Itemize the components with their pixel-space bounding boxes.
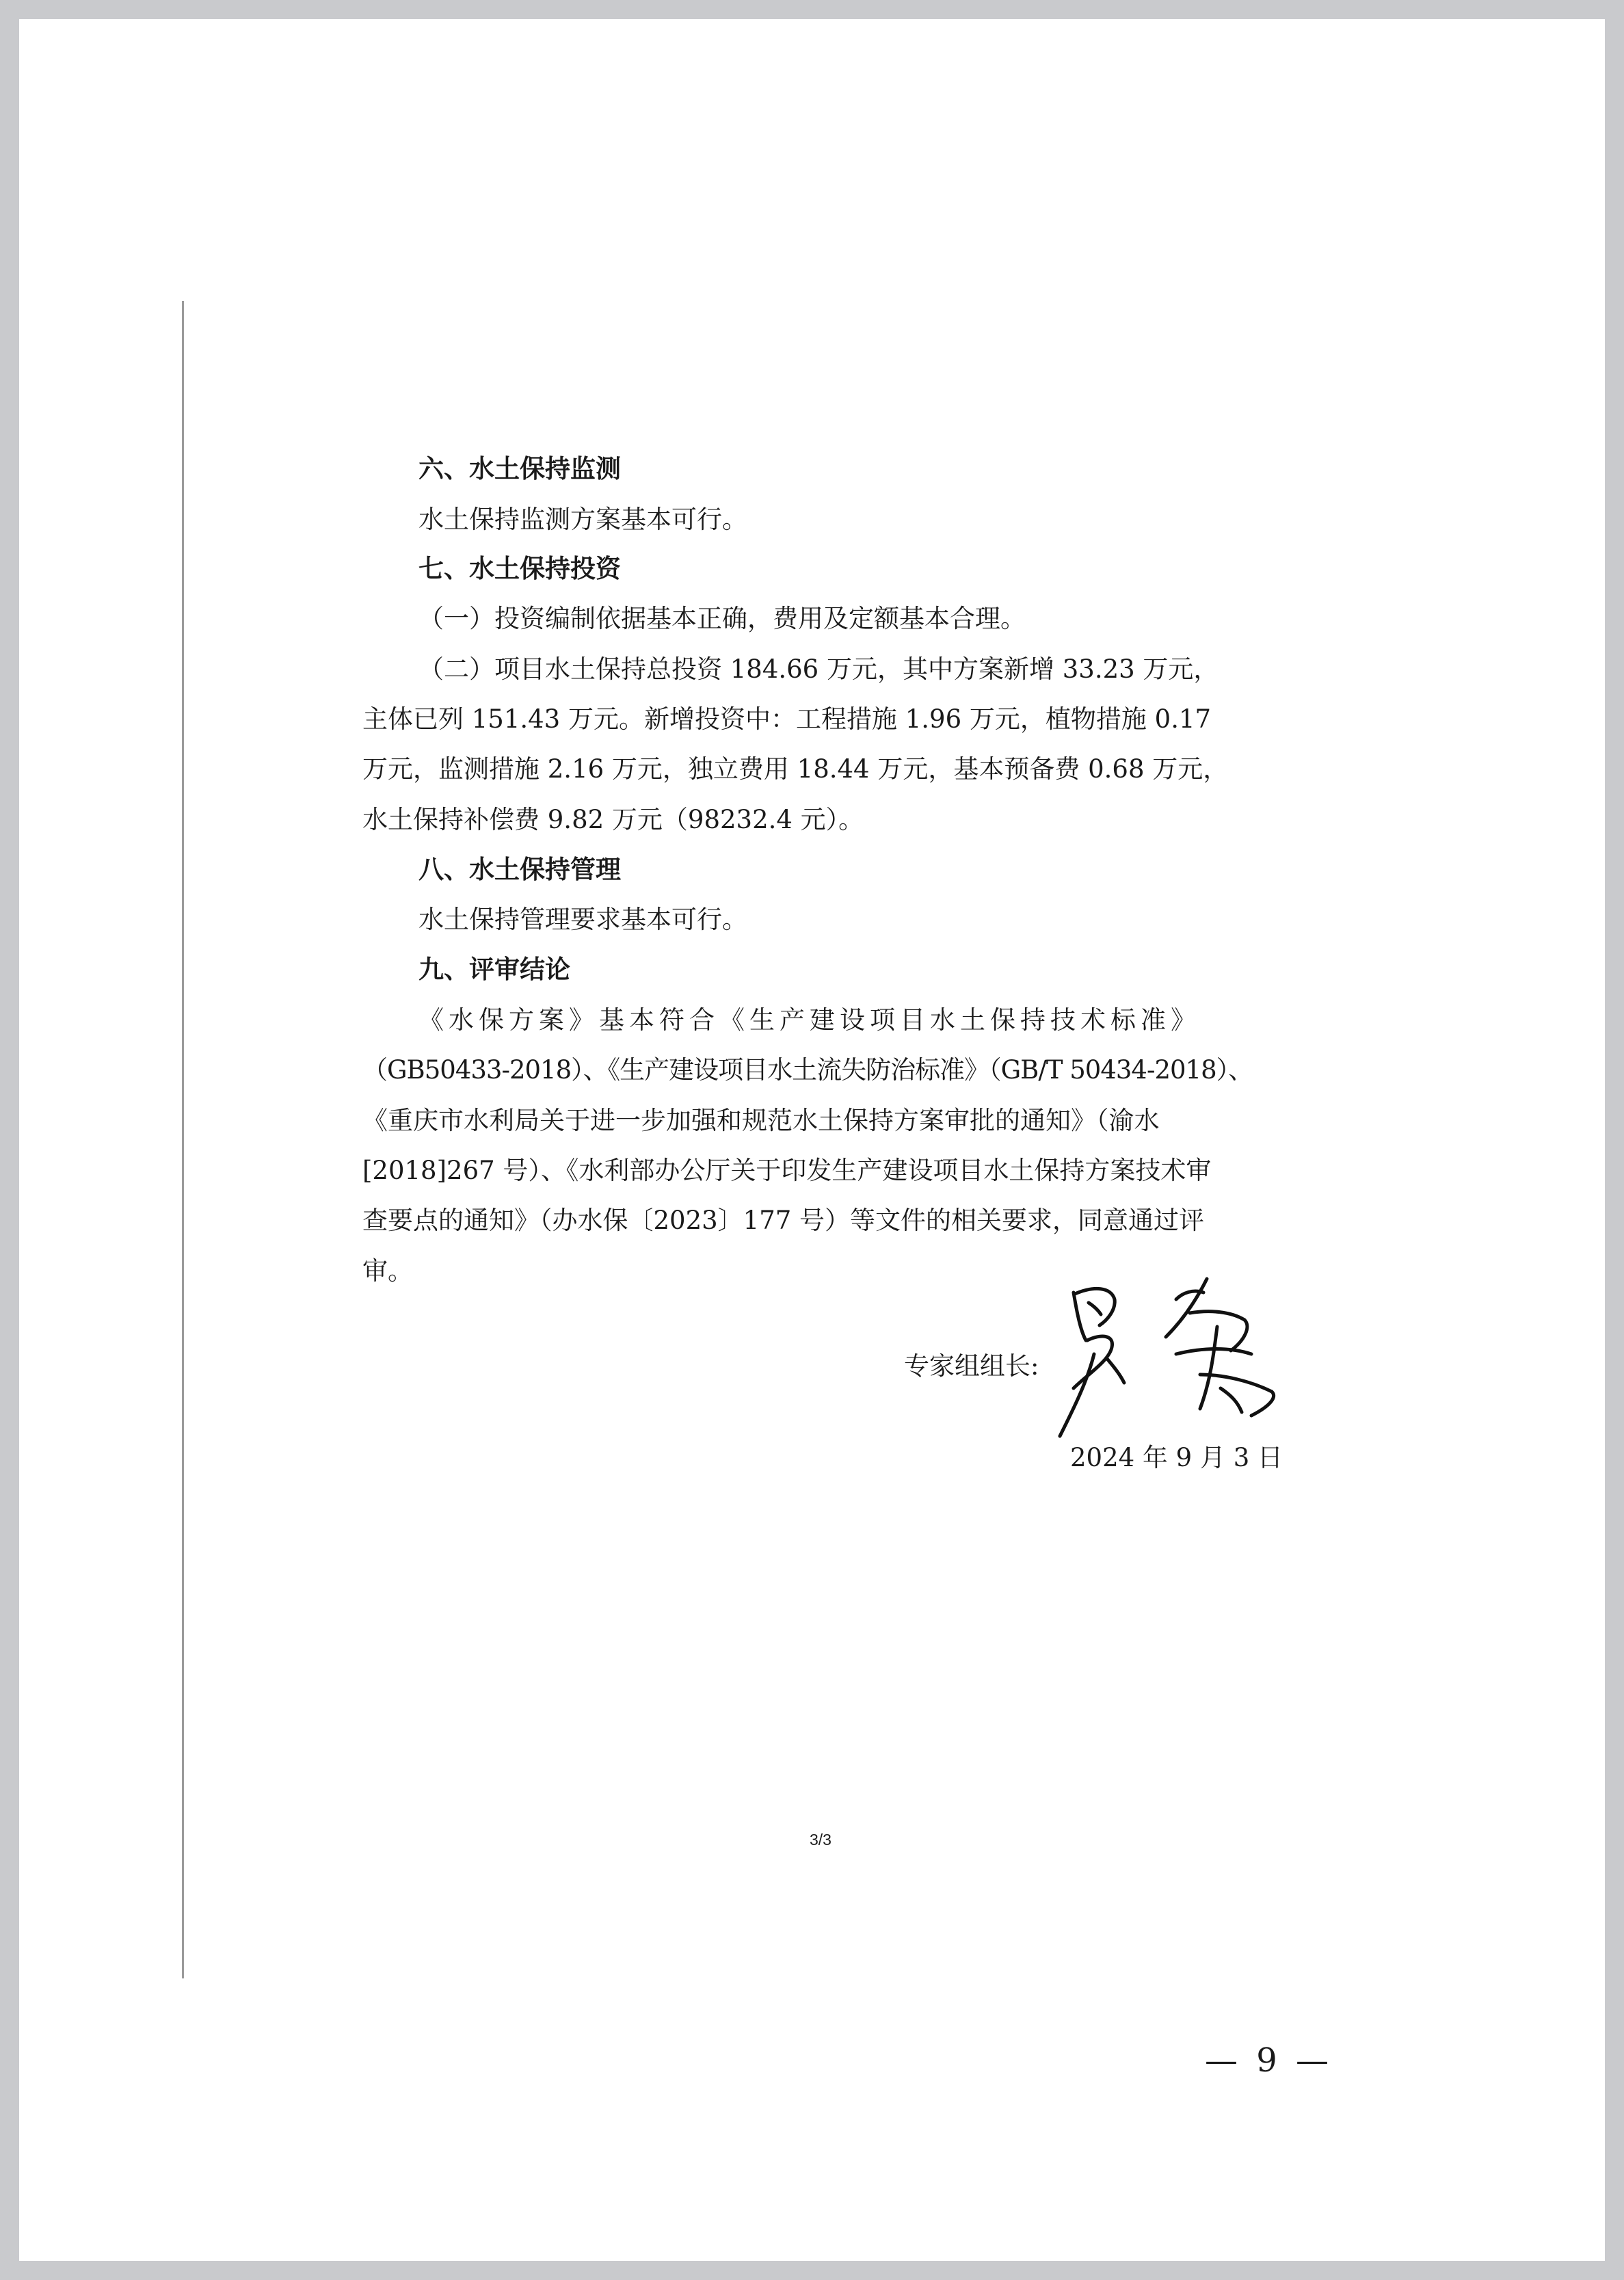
signature-date: 2024 年 9 月 3 日 xyxy=(1070,1443,1283,1472)
section-7-item-2-line-3: 万元，监测措施 2.16 万元，独立费用 18.44 万元，基本预备费 0.68 万元， xyxy=(362,754,1229,784)
section-9-line-5: 查要点的通知》（办水保〔2023〕177 号）等文件的相关要求，同意通过评 xyxy=(362,1206,1205,1235)
section-9-line-1: 《水保方案》基本符合《生产建设项目水土保持技术标准》 xyxy=(418,1005,1201,1035)
section-7-item-2-line-2: 主体已列 151.43 万元。新增投资中：工程措施 1.96 万元，植物措施 0.17 xyxy=(362,704,1212,734)
expert-leader-label: 专家组组长: xyxy=(904,1351,1039,1381)
section-7-item-2-line-4: 水土保持补偿费 9.82 万元（98232.4 元）。 xyxy=(362,805,864,834)
section-6-text: 水土保持监测方案基本可行。 xyxy=(418,505,747,534)
section-8-text: 水土保持管理要求基本可行。 xyxy=(418,905,747,934)
section-7-heading: 七、水土保持投资 xyxy=(418,553,621,583)
handwritten-signature xyxy=(1046,1272,1292,1450)
section-9-heading: 九、评审结论 xyxy=(418,954,570,984)
document-page xyxy=(19,19,1605,2261)
section-9-line-2: （GB50433-2018）、《生产建设项目水土流失防治标准》（GB/T 50434-2018）、 xyxy=(362,1055,1253,1085)
binding-margin-line xyxy=(182,301,184,1978)
section-7-item-2-line-1: （二）项目水土保持总投资 184.66 万元，其中方案新增 33.23 万元， xyxy=(418,654,1219,684)
section-9-line-6: 审。 xyxy=(362,1256,413,1286)
section-9-line-3: 《重庆市水利局关于进一步加强和规范水土保持方案审批的通知》（渝水 xyxy=(362,1106,1160,1135)
section-9-line-4: [2018]267 号）、《水利部办公厅关于印发生产建设项目水土保持方案技术审 xyxy=(362,1156,1212,1185)
section-7-item-1: （一）投资编制依据基本正确，费用及定额基本合理。 xyxy=(418,604,1026,633)
section-8-heading: 八、水土保持管理 xyxy=(418,854,621,884)
page-fraction: 3/3 xyxy=(810,1831,831,1848)
page-number: — 9 — xyxy=(1205,2041,1333,2080)
section-6-heading: 六、水土保持监测 xyxy=(418,453,621,483)
